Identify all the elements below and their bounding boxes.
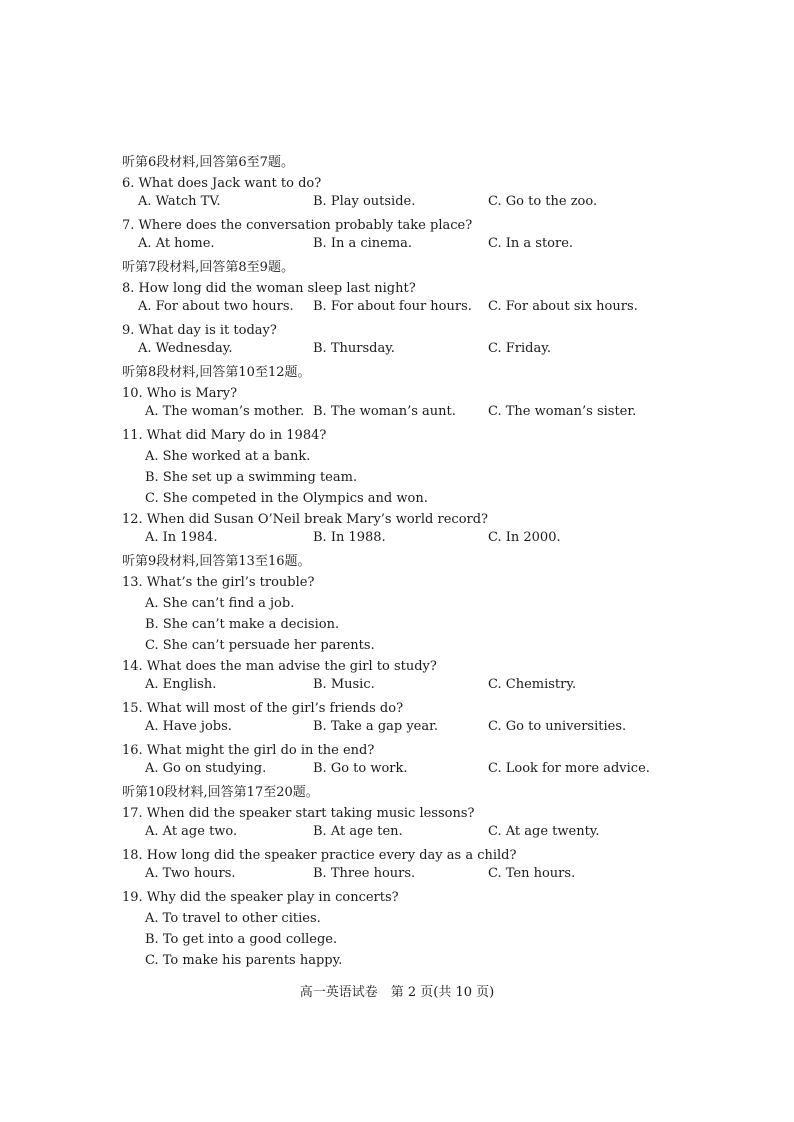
question-18-options [122,866,682,887]
question-9-options [122,341,682,362]
option-c: C. Look for more advice. [488,761,650,776]
page-footer: 高一英语试卷 第 2 页(共 10 页) [299,985,495,1000]
option-a: A. Have jobs. [145,719,232,734]
section-heading: 听第9段材料,回答第13至16题。 [122,554,311,569]
question-10-stem: 10. Who is Mary? [122,386,238,401]
question-14-stem: 14. What does the man advise the girl to study? [122,659,437,674]
option-c: C. To make his parents happy. [145,953,343,968]
listening-section [122,152,682,971]
option-a: A. At home. [138,236,215,251]
option-c: C. Chemistry. [488,677,577,692]
question-17-stem: 17. When did the speaker start taking music lessons? [122,806,475,821]
option-a: A. English. [145,677,217,692]
question-13-stem: 13. What’s the girl’s trouble? [122,575,315,590]
option-c: C. At age twenty. [488,824,600,839]
option-c: C. Friday. [488,341,551,356]
option-c: C. Go to the zoo. [488,194,598,209]
option-c: C. Go to universities. [488,719,627,734]
option-b: B. Go to work. [313,761,408,776]
question-10-options [122,404,682,425]
question-11-stem: 11. What did Mary do in 1984? [122,428,327,443]
option-a: A. For about two hours. [138,299,294,314]
option-a: A. Watch TV. [138,194,221,209]
question-14-options [122,677,682,698]
section-heading: 听第7段材料,回答第8至9题。 [122,260,294,275]
option-b: B. Play outside. [313,194,416,209]
option-b: B. At age ten. [313,824,403,839]
option-a: A. She can’t find a job. [145,596,295,611]
section-heading: 听第8段材料,回答第10至12题。 [122,365,311,380]
option-b: B. To get into a good college. [145,932,338,947]
option-a: A. She worked at a bank. [145,449,311,464]
question-16-stem: 16. What might the girl do in the end? [122,743,375,758]
question-8-options [122,299,682,320]
option-b: B. Thursday. [313,341,395,356]
question-9-stem: 9. What day is it today? [122,323,277,338]
option-a: A. Wednesday. [138,341,233,356]
question-16-options [122,761,682,782]
option-b: B. Take a gap year. [313,719,439,734]
section-heading: 听第6段材料,回答第6至7题。 [122,155,294,170]
question-8-stem: 8. How long did the woman sleep last night? [122,281,416,296]
option-b: B. Three hours. [313,866,416,881]
option-c: C. Ten hours. [488,866,576,881]
option-c: C. She competed in the Olympics and won. [145,491,428,506]
question-7-stem: 7. Where does the conversation probably take place? [122,218,473,233]
option-a: A. To travel to other cities. [145,911,321,926]
option-b: B. Music. [313,677,375,692]
option-c: C. For about six hours. [488,299,638,314]
question-12-stem: 12. When did Susan O’Neil break Mary’s world record? [122,512,489,527]
question-15-options [122,719,682,740]
option-b: B. In 1988. [313,530,386,545]
question-6-options [122,194,682,215]
option-c: C. The woman’s sister. [488,404,637,419]
option-a: A. At age two. [145,824,238,839]
option-a: A. Two hours. [145,866,236,881]
section-heading: 听第10段材料,回答第17至20题。 [122,785,319,800]
option-a: A. The woman’s mother. [145,404,305,419]
question-6-stem: 6. What does Jack want to do? [122,176,322,191]
option-c: C. She can’t persuade her parents. [145,638,375,653]
option-b: B. The woman’s aunt. [313,404,456,419]
question-15-stem: 15. What will most of the girl’s friends do? [122,701,404,716]
option-b: B. For about four hours. [313,299,472,314]
question-12-options [122,530,682,551]
question-19-stem: 19. Why did the speaker play in concerts? [122,890,399,905]
option-a: A. Go on studying. [145,761,267,776]
question-7-options [122,236,682,257]
option-a: A. In 1984. [145,530,218,545]
option-b: B. She can’t make a decision. [145,617,340,632]
question-17-options [122,824,682,845]
option-b: B. She set up a swimming team. [145,470,358,485]
option-b: B. In a cinema. [313,236,413,251]
question-18-stem: 18. How long did the speaker practice every day as a child? [122,848,517,863]
option-c: C. In a store. [488,236,574,251]
option-c: C. In 2000. [488,530,561,545]
